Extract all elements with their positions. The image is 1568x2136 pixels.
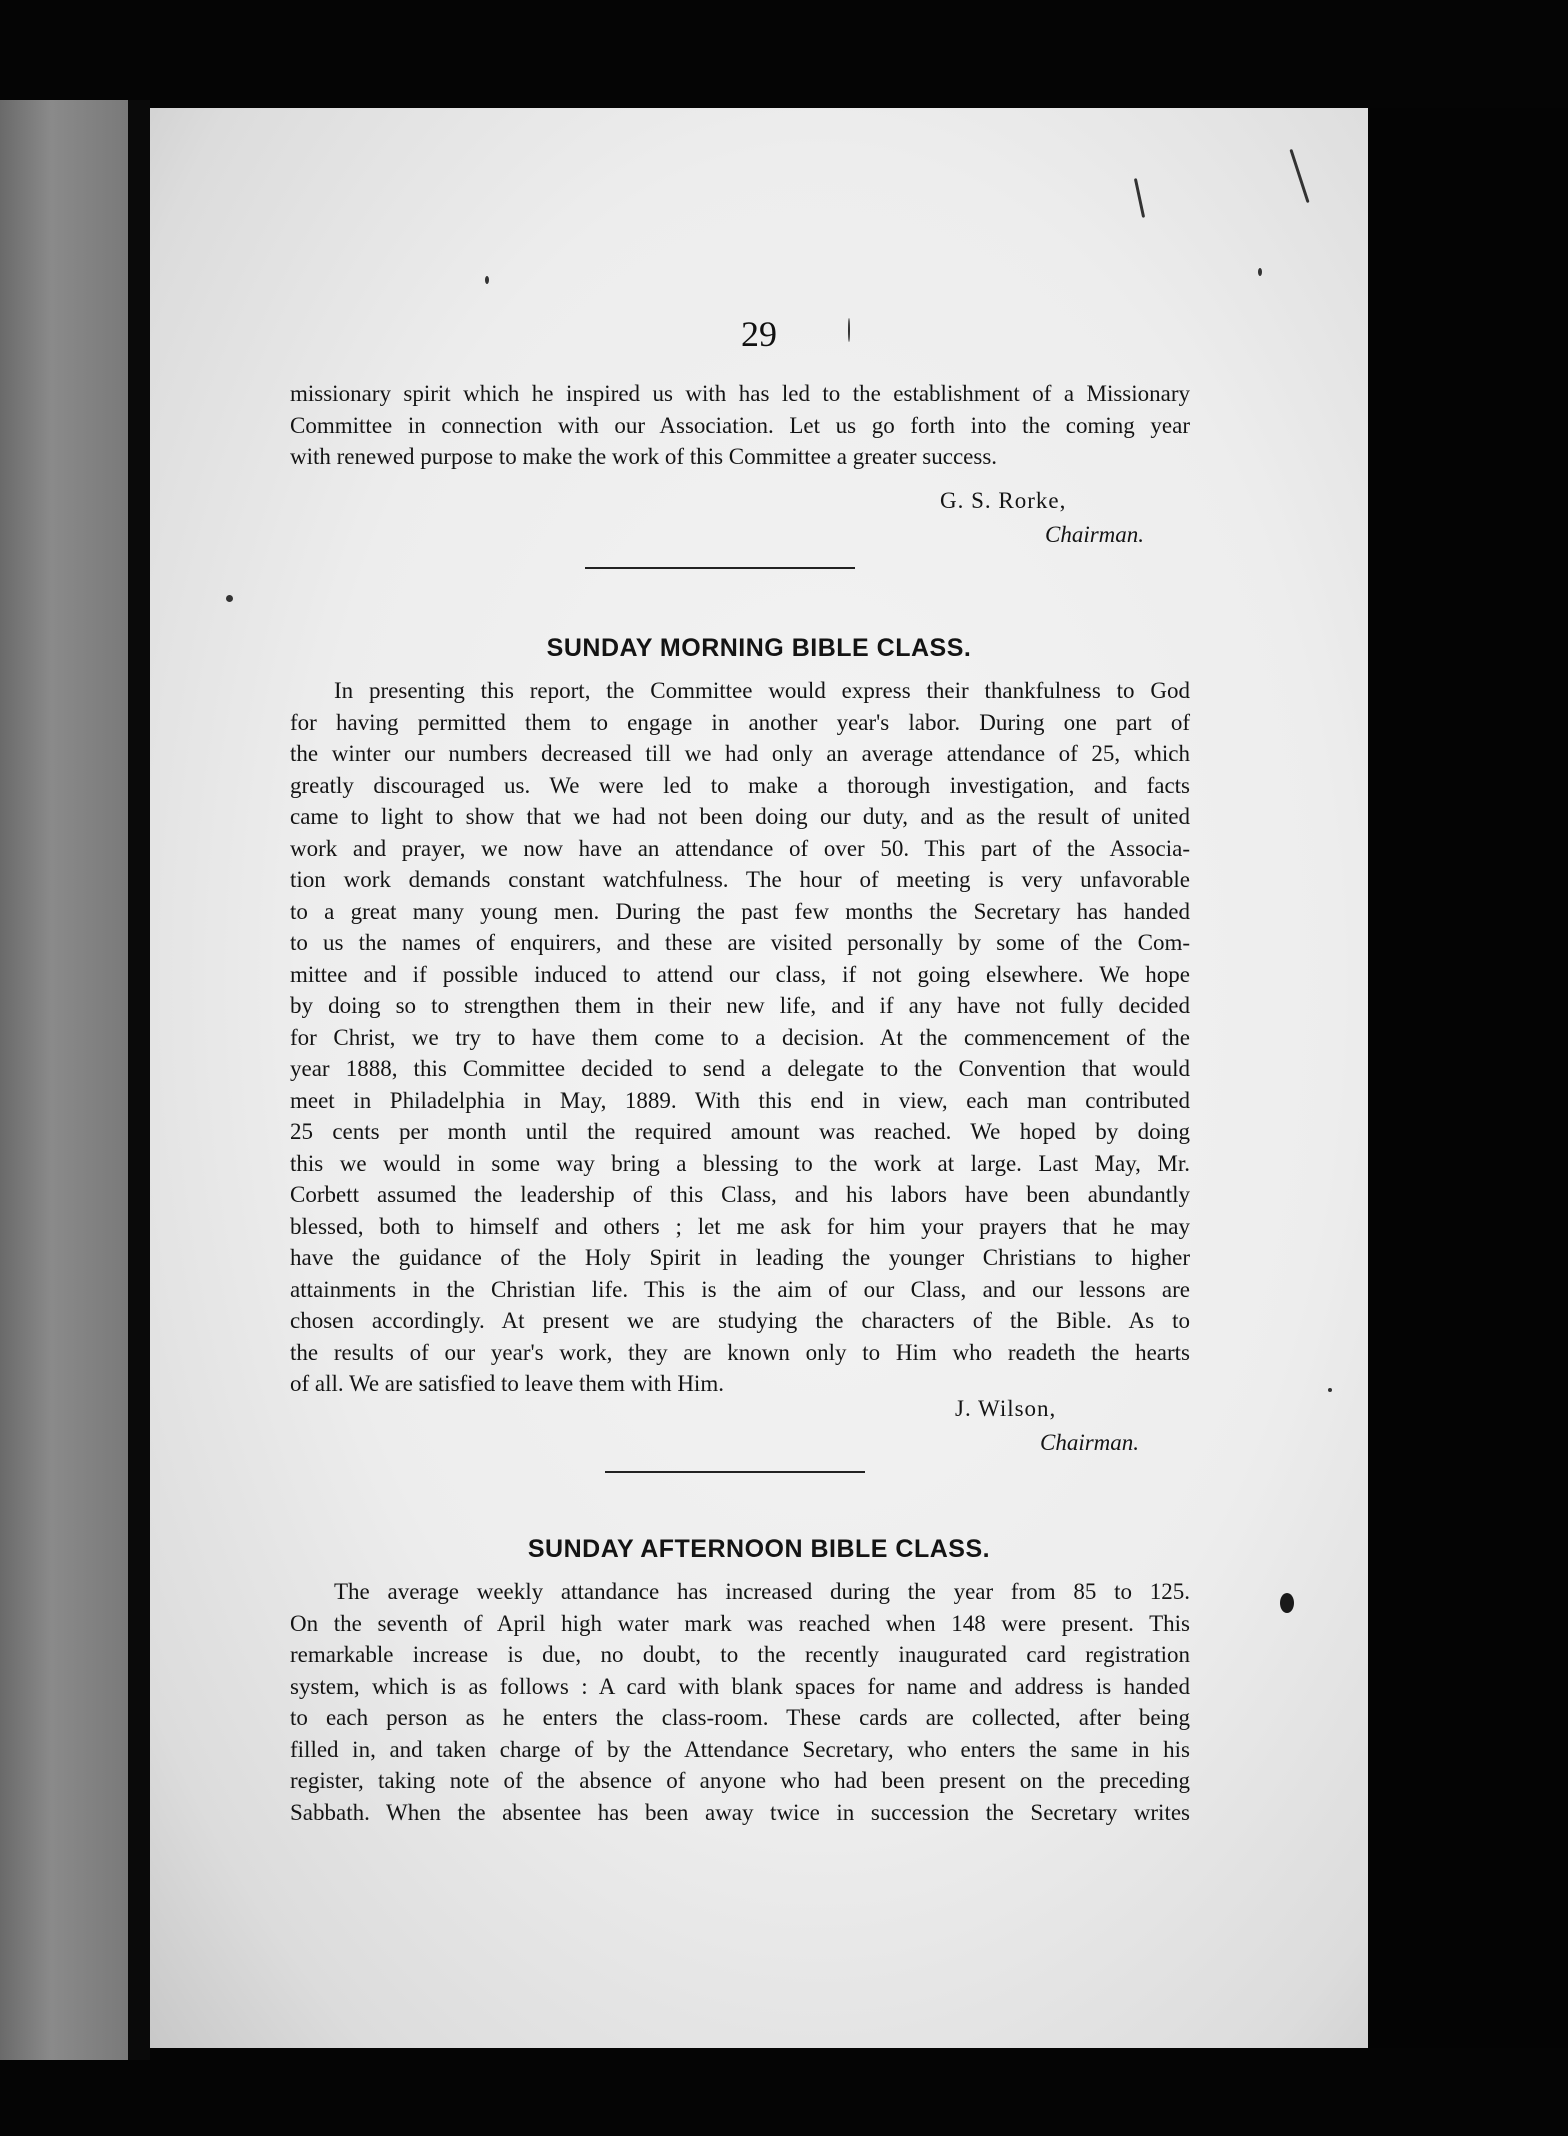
text-line: for having permitted them to engage in another year's labor. During one part of: [290, 709, 1190, 735]
text-line: for Christ, we try to have them come to a decision. At the commencement of the: [290, 1024, 1190, 1050]
scan-speck: [1289, 149, 1309, 203]
signature-title: Chairman.: [1045, 522, 1145, 547]
text-line: the results of our year's work, they are known only to Him who readeth the hearts: [290, 1339, 1190, 1365]
text-line: remarkable increase is due, no doubt, to the recently inaugurated card registration: [290, 1642, 1190, 1667]
text-line: came to light to show that we had not been doing our duty, and as the result of united: [290, 804, 1190, 829]
text-line: chosen accordingly. At present we are studying the characters of the Bible. As to: [290, 1308, 1190, 1333]
text-line: mittee and if possible induced to attend our class, if not going elsewhere. We hope: [290, 961, 1190, 987]
text-line: register, taking note of the absence of anyone who had been present on the preceding: [290, 1768, 1190, 1793]
text-line: meet in Philadelphia in May, 1889. With this end in view, each man contributed: [290, 1087, 1190, 1113]
text-line: missionary spirit which he inspired us with has led to the establishment of a Missionary: [290, 381, 1190, 406]
text-line: to a great many young men. During the past few months the Secretary has handed: [290, 898, 1190, 924]
text-line: system, which is as follows : A card with blank spaces for name and address is handed: [290, 1673, 1190, 1699]
scan-speck: [1280, 1593, 1294, 1613]
text-line: work and prayer, we now have an attendance of over 50. This part of the Associa-: [290, 835, 1190, 861]
signature-title: Chairman.: [1040, 1430, 1140, 1455]
text-line: the winter our numbers decreased till we had only an average attendance of 25, which: [290, 741, 1190, 766]
intro-paragraph: [290, 378, 1190, 473]
text-line: Sabbath. When the absentee has been away twice in succession the Secretary writes: [290, 1799, 1190, 1825]
facing-page-edge: [0, 100, 128, 2060]
scan-speck: [1134, 178, 1145, 218]
morning-paragraph: [290, 675, 1190, 1400]
page-number: 29: [741, 314, 777, 354]
text-line: to each person as he enters the class-room. These cards are collected, after being: [290, 1705, 1190, 1730]
scan-speck: [485, 276, 489, 284]
text-line: year 1888, this Committee decided to send a delegate to the Convention that would: [290, 1056, 1190, 1081]
text-line: this we would in some way bring a blessing to the work at large. Last May, Mr.: [290, 1150, 1190, 1176]
document-page: [150, 108, 1368, 2048]
signature-name: J. Wilson,: [955, 1396, 1057, 1421]
text-line: attainments in the Christian life. This is the aim of our Class, and our lessons are: [290, 1276, 1190, 1302]
signature-name: G. S. Rorke,: [940, 488, 1067, 513]
text-line: of all. We are satisfied to leave them with Him.: [290, 1371, 724, 1396]
afternoon-paragraph: [290, 1576, 1190, 1828]
section-heading-afternoon: SUNDAY AFTERNOON BIBLE CLASS.: [527, 1535, 991, 1563]
scan-speck: [848, 318, 850, 342]
text-line: 25 cents per month until the required amount was reached. We hoped by doing: [290, 1119, 1190, 1144]
text-line: with renewed purpose to make the work of this Committee a greater success.: [290, 444, 998, 469]
text-line: The average weekly attandance has increased during the year from 85 to 125.: [334, 1579, 1190, 1604]
text-line: have the guidance of the Holy Spirit in leading the younger Christians to higher: [290, 1245, 1190, 1270]
scan-speck: [1328, 1388, 1332, 1392]
section-divider: [605, 1471, 865, 1473]
text-line: In presenting this report, the Committee would express their thankfulness to God: [334, 678, 1190, 703]
text-line: filled in, and taken charge of by the Attendance Secretary, who enters the same in his: [290, 1736, 1190, 1762]
text-line: greatly discouraged us. We were led to make a thorough investigation, and facts: [290, 772, 1190, 798]
dark-margin: [1368, 108, 1568, 2048]
book-spine: [128, 100, 150, 2060]
text-line: Committee in connection with our Association. Let us go forth into the coming year: [290, 412, 1190, 438]
scan-speck: [226, 595, 233, 602]
text-line: by doing so to strengthen them in their new life, and if any have not fully decided: [290, 993, 1190, 1018]
section-divider: [585, 567, 855, 569]
text-line: to us the names of enquirers, and these are visited personally by some of the Com-: [290, 930, 1190, 955]
text-line: tion work demands constant watchfulness. The hour of meeting is very unfavorable: [290, 867, 1190, 892]
section-heading-morning: SUNDAY MORNING BIBLE CLASS.: [546, 634, 972, 662]
scan-speck: [1258, 268, 1262, 276]
text-line: On the seventh of April high water mark was reached when 148 were present. This: [290, 1610, 1190, 1636]
text-line: Corbett assumed the leadership of this Class, and his labors have been abundantly: [290, 1182, 1190, 1207]
text-line: blessed, both to himself and others ; let me ask for him your prayers that he may: [290, 1213, 1190, 1239]
